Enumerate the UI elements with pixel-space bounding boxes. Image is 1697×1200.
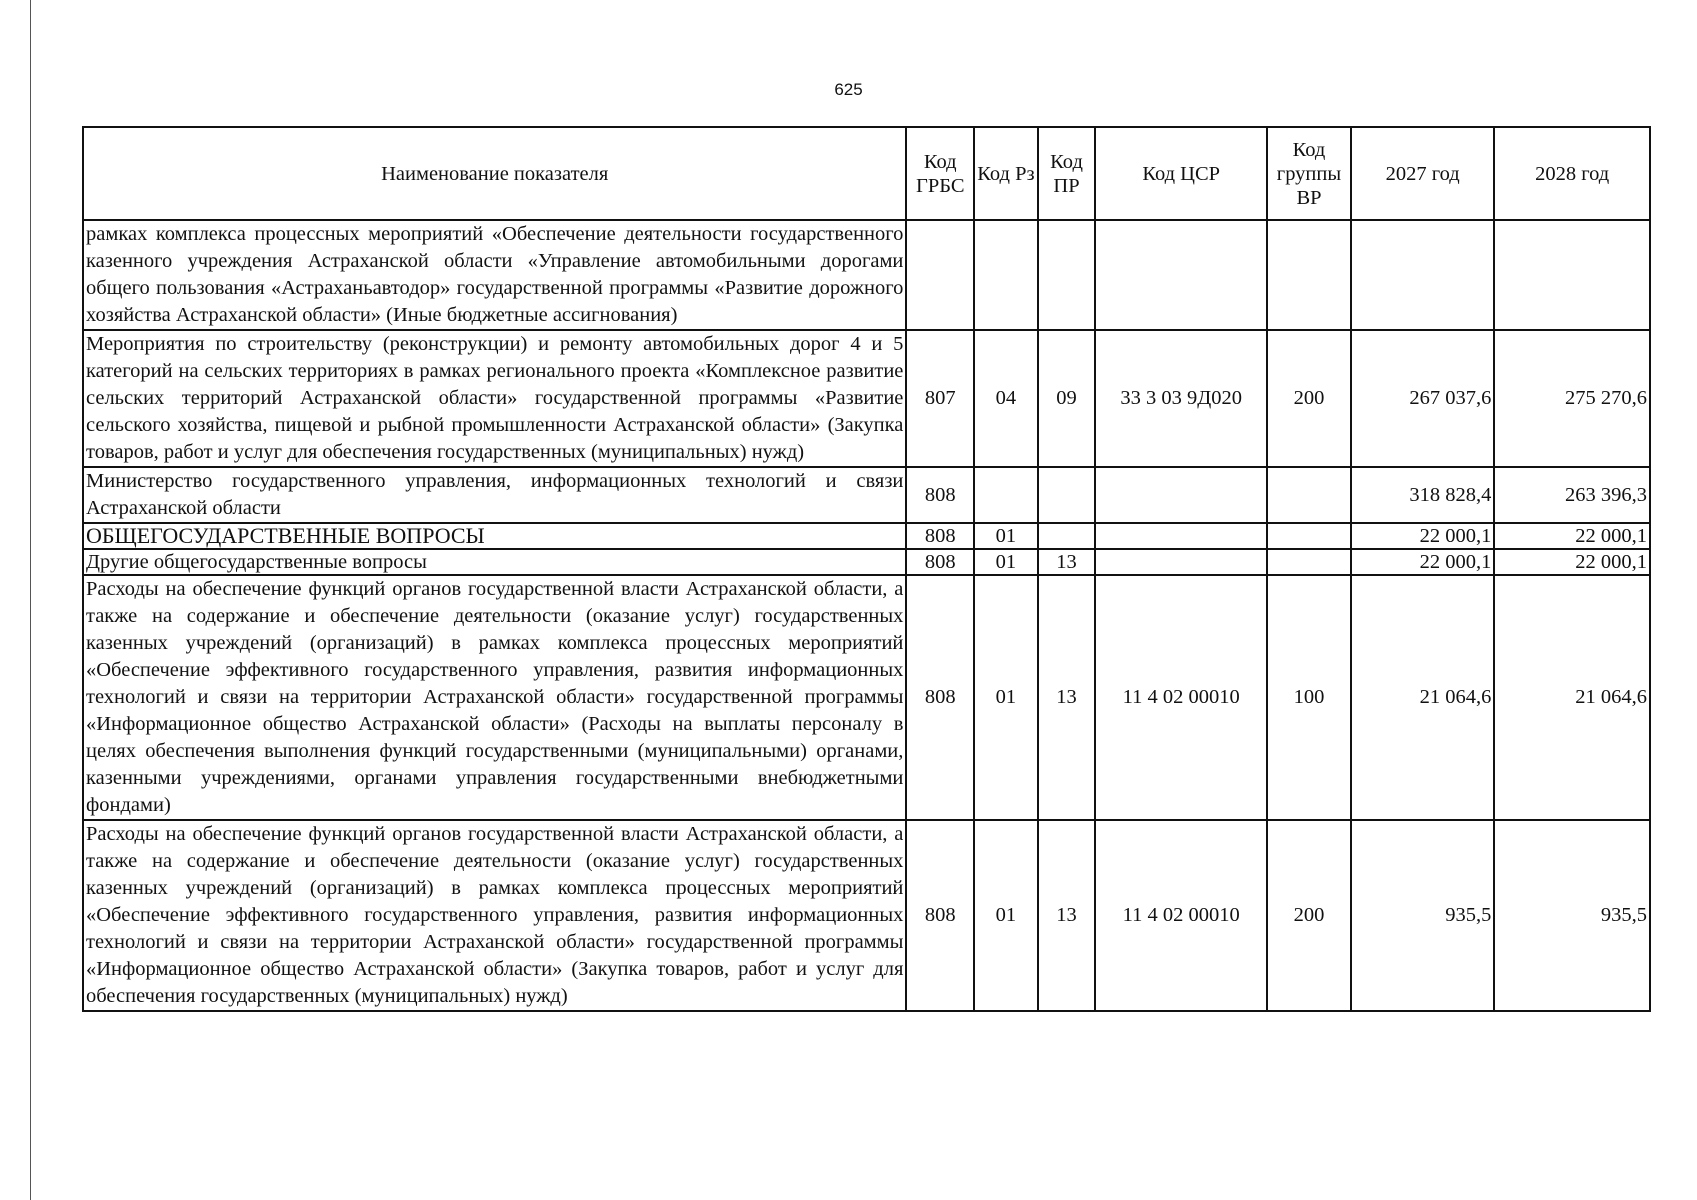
row-csr [1095, 549, 1267, 575]
table-row [83, 330, 1650, 467]
row-name: Расходы на обеспечение функций органов государственной власти Астраханской области, а также на содержание и обеспечение деятельности (оказание услуг) государственных казенных учреждений (организаций) в рамках комплекса процессных мероприятий «Обеспечение эффективного государственного управления, развития информационных технологий и связи на территории Астраханской области» государственной программы «Информационное общество Астраханской области» (Закупка товаров, работ и услуг для обеспечения государственных (муниципальных) нужд) [83, 820, 906, 1011]
row-name: ОБЩЕГОСУДАРСТВЕННЫЕ ВОПРОСЫ [83, 523, 906, 549]
table-row [83, 820, 1650, 1011]
row-grbs [906, 220, 974, 330]
row-csr: 33 3 03 9Д020 [1095, 330, 1267, 467]
page-number: 625 [834, 80, 863, 99]
row-2028: 935,5 [1494, 820, 1650, 1011]
table-row [83, 549, 1650, 575]
row-pr: 09 [1038, 330, 1096, 467]
row-csr: 11 4 02 00010 [1095, 820, 1267, 1011]
row-2027: 267 037,6 [1351, 330, 1494, 467]
row-csr [1095, 467, 1267, 523]
row-rz: 04 [974, 330, 1038, 467]
header-2027: 2027 год [1351, 127, 1494, 220]
row-vr [1267, 467, 1351, 523]
row-name: Министерство государственного управления, информационных технологий и связи Астраханской области [83, 467, 906, 523]
table-row [83, 575, 1650, 820]
row-2027: 318 828,4 [1351, 467, 1494, 523]
row-name: рамках комплекса процессных мероприятий «Обеспечение деятельности государственного казенного учреждения Астраханской области «Управление автомобильными дорогами общего пользования «Астраханьавтодор» государственной программы «Развитие дорожного хозяйства Астраханской области» (Иные бюджетные ассигнования) [83, 220, 906, 330]
header-vr: Код группы ВР [1267, 127, 1351, 220]
row-2027: 935,5 [1351, 820, 1494, 1011]
header-pr: Код ПР [1038, 127, 1096, 220]
row-rz [974, 220, 1038, 330]
row-pr: 13 [1038, 820, 1096, 1011]
row-pr [1038, 523, 1096, 549]
row-name: Мероприятия по строительству (реконструкции) и ремонту автомобильных дорог 4 и 5 категорий на сельских территориях в рамках регионального проекта «Комплексное развитие сельских территорий Астраханской области» государственной программы «Развитие сельского хозяйства, пищевой и рыбной промышленности Астраханской области» (Закупка товаров, работ и услуг для обеспечения государственных (муниципальных) нужд) [83, 330, 906, 467]
row-2028: 263 396,3 [1494, 467, 1650, 523]
row-vr: 200 [1267, 820, 1351, 1011]
row-grbs: 808 [906, 575, 974, 820]
row-2027 [1351, 220, 1494, 330]
table-row [83, 467, 1650, 523]
row-grbs: 808 [906, 820, 974, 1011]
budget-table [82, 126, 1651, 1012]
row-rz [974, 467, 1038, 523]
row-pr [1038, 467, 1096, 523]
row-vr: 100 [1267, 575, 1351, 820]
row-rz: 01 [974, 523, 1038, 549]
row-2028: 22 000,1 [1494, 523, 1650, 549]
row-pr: 13 [1038, 575, 1096, 820]
row-vr [1267, 220, 1351, 330]
row-grbs: 808 [906, 549, 974, 575]
header-grbs: Код ГРБС [906, 127, 974, 220]
row-vr: 200 [1267, 330, 1351, 467]
row-2028 [1494, 220, 1650, 330]
table-row [83, 220, 1650, 330]
row-vr [1267, 549, 1351, 575]
row-2028: 275 270,6 [1494, 330, 1650, 467]
binding-line [30, 0, 31, 1200]
header-name: Наименование показателя [83, 127, 906, 220]
row-pr [1038, 220, 1096, 330]
row-rz: 01 [974, 820, 1038, 1011]
row-2028: 21 064,6 [1494, 575, 1650, 820]
row-name: Расходы на обеспечение функций органов государственной власти Астраханской области, а также на содержание и обеспечение деятельности (оказание услуг) государственных казенных учреждений (организаций) в рамках комплекса процессных мероприятий «Обеспечение эффективного государственного управления, развития информационных технологий и связи на территории Астраханской области» государственной программы «Информационное общество Астраханской области» (Расходы на выплаты персоналу в целях обеспечения выполнения функций государственными (муниципальными) органами, казенными учреждениями, органами управления государственными внебюджетными фондами) [83, 575, 906, 820]
row-2028: 22 000,1 [1494, 549, 1650, 575]
row-grbs: 807 [906, 330, 974, 467]
row-rz: 01 [974, 575, 1038, 820]
row-2027: 22 000,1 [1351, 549, 1494, 575]
row-pr: 13 [1038, 549, 1096, 575]
header-csr: Код ЦСР [1095, 127, 1267, 220]
header-2028: 2028 год [1494, 127, 1650, 220]
row-grbs: 808 [906, 523, 974, 549]
row-csr: 11 4 02 00010 [1095, 575, 1267, 820]
row-vr [1267, 523, 1351, 549]
header-rz: Код Рз [974, 127, 1038, 220]
row-csr [1095, 523, 1267, 549]
table-header-row [83, 127, 1650, 220]
row-name: Другие общегосударственные вопросы [83, 549, 906, 575]
row-2027: 22 000,1 [1351, 523, 1494, 549]
table-row [83, 523, 1650, 549]
row-rz: 01 [974, 549, 1038, 575]
row-csr [1095, 220, 1267, 330]
row-grbs: 808 [906, 467, 974, 523]
row-2027: 21 064,6 [1351, 575, 1494, 820]
